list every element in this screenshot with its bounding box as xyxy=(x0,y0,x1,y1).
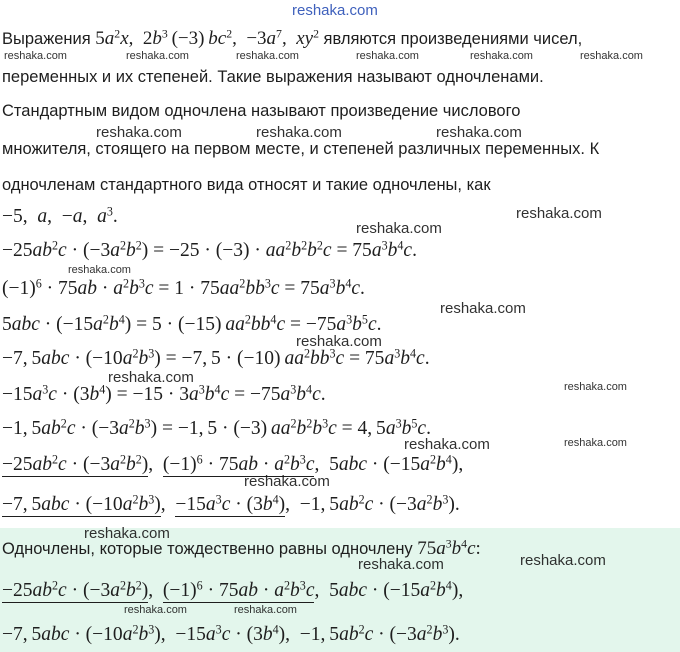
equation-5: $-15a^3c \cdot (3b^4) = -15 \cdot 3a^3b^4c = -75a^3b^4c$. xyxy=(2,382,326,405)
watermark: reshaka.com xyxy=(404,436,490,453)
summary-line-2: −7, $5abc \cdot (-10a^2b^3)$, $-15a^3c \cdot (3b^4)$, −1, $5ab^2c \cdot (-3a^2b^3)$. xyxy=(2,492,460,515)
watermark: reshaka.com xyxy=(564,437,627,449)
watermark: reshaka.com xyxy=(296,333,382,350)
standard-examples: −5, a, −a, $a^3$. xyxy=(2,204,118,227)
equation-4: −7, $5abc \cdot (-10a^2b^3) = -7$, 5 · (−10) $aa^2bb^3c = 75a^3b^4c$. xyxy=(2,346,430,369)
intro-tail: являются произведениями чисел, xyxy=(323,30,583,48)
watermark-top: reshaka.com xyxy=(292,2,378,19)
watermark: reshaka.com xyxy=(108,369,194,386)
answer-lead: Одночлены, которые тождественно равны одночлену xyxy=(2,540,413,558)
definition-line-1: Стандартным видом одночлена называют произведение числового xyxy=(2,102,521,120)
watermark: reshaka.com xyxy=(68,264,131,276)
watermark: reshaka.com xyxy=(564,381,627,393)
equation-1: $-25ab^2c \cdot (-3a^2b^2) = -25 \cdot (-3) \cdot aa^2b^2b^2c = 75a^3b^4c$. xyxy=(2,238,417,261)
answer-line-2: −7, $5abc \cdot (-10a^2b^3)$, $-15a^3c \cdot (3b^4)$, −1, $5ab^2c \cdot (-3a^2b^3)$. xyxy=(2,622,460,645)
definition-line-2: множителя, стоящего на первом месте, и степеней различных переменных. К xyxy=(2,140,600,158)
intro-expressions: $5a^2x$, $2b^3$ (−3) $bc^2$, $-3a^7$, $xy^2$ xyxy=(95,27,319,49)
watermark: reshaka.com xyxy=(516,205,602,222)
equation-6: −1, $5ab^2c \cdot (-3a^2b^3) = -1$, 5 · (−3) $aa^2b^2b^3c = 4$, $5a^3b^5c$. xyxy=(2,416,431,439)
watermark: reshaka.com xyxy=(256,124,342,141)
watermark: reshaka.com xyxy=(436,124,522,141)
watermark: reshaka.com xyxy=(96,124,182,141)
watermark: reshaka.com xyxy=(4,50,67,62)
intro-word: Выражения xyxy=(2,30,91,48)
watermark: reshaka.com xyxy=(356,50,419,62)
definition-line-3: одночленам стандартного вида относят и такие одночлены, как xyxy=(2,176,491,194)
answer-line-1: $-25ab^2c \cdot (-3a^2b^2)$, $(-1)^6 \cdot 75ab \cdot a^2b^3c$, $5abc \cdot (-15a^2b^4)$, xyxy=(2,578,464,601)
watermark: reshaka.com xyxy=(470,50,533,62)
intro-line-2: переменных и их степеней. Такие выражения называют одночленами. xyxy=(2,68,544,86)
watermark: reshaka.com xyxy=(124,604,187,616)
watermark: reshaka.com xyxy=(580,50,643,62)
watermark: reshaka.com xyxy=(356,220,442,237)
watermark: reshaka.com xyxy=(234,604,297,616)
watermark: reshaka.com xyxy=(440,300,526,317)
equation-3: $5abc \cdot (-15a^2b^4) = 5 \cdot (-15) aa^2bb^4c = -75a^3b^5c$. xyxy=(2,312,382,335)
watermark: reshaka.com xyxy=(244,473,330,490)
watermark: reshaka.com xyxy=(520,552,606,569)
answer-target-monomial: $75a^3b^4c$: xyxy=(417,537,481,559)
summary-line-1: $-25ab^2c \cdot (-3a^2b^2)$, $(-1)^6 \cdot 75ab \cdot a^2b^3c$, $5abc \cdot (-15a^2b^4)$, xyxy=(2,452,464,475)
equation-2: $(-1)^6 \cdot 75ab \cdot a^2b^3c = 1 \cdot 75aa^2bb^3c = 75a^3b^4c$. xyxy=(2,276,365,299)
watermark: reshaka.com xyxy=(126,50,189,62)
intro-line-1 xyxy=(2,28,582,50)
watermark: reshaka.com xyxy=(236,50,299,62)
watermark: reshaka.com xyxy=(84,525,170,542)
watermark: reshaka.com xyxy=(358,556,444,573)
